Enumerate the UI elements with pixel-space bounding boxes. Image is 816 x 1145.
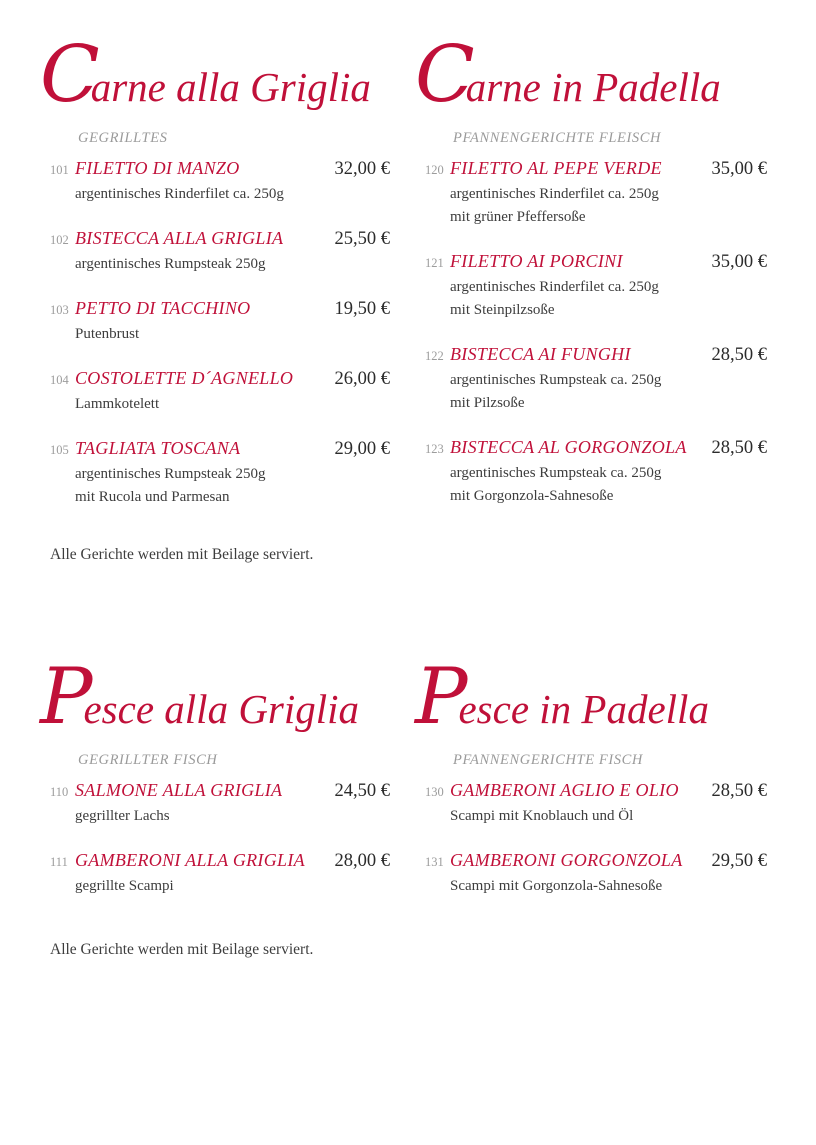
item-description: Scampi mit Knoblauch und Öl — [450, 808, 634, 824]
item-description: Putenbrust — [75, 326, 140, 342]
item-description: argentinisches Rumpsteak ca. 250g — [450, 372, 662, 388]
item-name: BISTECCA AL GORGONZOLA — [450, 437, 687, 457]
item-number: 120 — [425, 163, 444, 177]
item-number: 101 — [50, 163, 69, 177]
item-description: mit Steinpilzsoße — [450, 302, 555, 318]
menu-item — [425, 248, 767, 322]
menu-item-head — [425, 248, 767, 276]
item-description: mit Pilzsoße — [450, 395, 525, 411]
menu-item — [50, 365, 390, 416]
section-header-pesce-in-padella — [415, 652, 709, 769]
menu-item — [425, 341, 767, 415]
menu-item — [50, 435, 390, 509]
item-name: FILETTO AI PORCINI — [450, 251, 623, 271]
item-price: 35,00 € — [711, 159, 767, 179]
menu-item-head — [50, 365, 390, 393]
section-header-carne-alla-griglia — [40, 30, 371, 147]
item-description: Lammkotelett — [75, 396, 160, 412]
menu-item — [50, 295, 390, 346]
item-price: 32,00 € — [334, 159, 390, 179]
item-number: 103 — [50, 303, 69, 317]
item-list-carne-alla-griglia — [50, 155, 390, 528]
serving-note: Alle Gerichte werden mit Beilage serviert. — [50, 941, 314, 958]
menu-item — [425, 155, 767, 229]
menu-item — [50, 155, 390, 206]
item-description: mit grüner Pfeffersoße — [450, 209, 586, 225]
section-title-rest: arne alla Griglia — [90, 64, 371, 110]
section-title — [415, 30, 721, 138]
item-list-pesce-alla-griglia — [50, 777, 390, 917]
item-name: TAGLIATA TOSCANA — [75, 438, 241, 458]
section-header-pesce-alla-griglia — [40, 652, 360, 769]
item-name: PETTO DI TACCHINO — [75, 298, 251, 318]
menu-item-head — [50, 435, 390, 463]
menu-item-head — [50, 155, 390, 183]
menu-item-head — [50, 225, 390, 253]
section-title-initial: P — [415, 652, 466, 742]
item-description: argentinisches Rinderfilet ca. 250g — [75, 186, 284, 202]
serving-note: Alle Gerichte werden mit Beilage serviert. — [50, 546, 314, 563]
item-name: BISTECCA AI FUNGHI — [450, 344, 631, 364]
section-title-rest: arne in Padella — [465, 64, 721, 110]
item-description: Scampi mit Gorgonzola-Sahnesoße — [450, 878, 663, 894]
item-name: SALMONE ALLA GRIGLIA — [75, 780, 283, 800]
item-description: argentinisches Rinderfilet ca. 250g — [450, 279, 659, 295]
item-name: GAMBERONI AGLIO E OLIO — [450, 780, 679, 800]
item-description: argentinisches Rumpsteak 250g — [75, 466, 266, 482]
section-title-initial: P — [40, 652, 91, 742]
item-list-pesce-in-padella — [425, 777, 767, 917]
menu-item — [50, 225, 390, 276]
menu-item — [425, 434, 767, 508]
menu-item-head — [50, 847, 390, 875]
item-number: 104 — [50, 373, 69, 387]
section-title-rest: esce in Padella — [458, 686, 709, 732]
item-number: 102 — [50, 233, 69, 247]
item-number: 110 — [50, 785, 69, 799]
item-number: 131 — [425, 855, 444, 869]
item-price: 26,00 € — [334, 369, 390, 389]
item-price: 25,50 € — [334, 229, 390, 249]
item-description: argentinisches Rinderfilet ca. 250g — [450, 186, 659, 202]
item-price: 19,50 € — [334, 299, 390, 319]
item-description: mit Rucola und Parmesan — [75, 489, 230, 505]
menu-item-head — [50, 295, 390, 323]
item-name: FILETTO AL PEPE VERDE — [450, 158, 662, 178]
section-title-initial: C — [415, 30, 473, 120]
section-title — [40, 30, 371, 138]
item-description: gegrillte Scampi — [75, 878, 174, 894]
menu-item-head — [425, 847, 767, 875]
item-name: BISTECCA ALLA GRIGLIA — [75, 228, 284, 248]
section-title-rest: esce alla Griglia — [83, 686, 360, 732]
item-price: 29,00 € — [334, 439, 390, 459]
section-subtitle: GEGRILLTES — [78, 130, 168, 146]
item-number: 105 — [50, 443, 69, 457]
menu-item-head — [425, 434, 767, 462]
item-price: 28,00 € — [334, 851, 390, 871]
menu-item — [50, 847, 390, 898]
item-description: argentinisches Rumpsteak 250g — [75, 256, 266, 272]
item-name: GAMBERONI ALLA GRIGLIA — [75, 850, 305, 870]
item-name: COSTOLETTE D´AGNELLO — [75, 368, 294, 388]
section-subtitle: PFANNENGERICHTE FLEISCH — [453, 130, 662, 146]
item-number: 130 — [425, 785, 444, 799]
item-name: GAMBERONI GORGONZOLA — [450, 850, 683, 870]
section-title — [415, 652, 709, 760]
item-description: gegrillter Lachs — [75, 808, 170, 824]
item-list-carne-in-padella — [425, 155, 767, 527]
menu-item — [425, 777, 767, 828]
item-name: FILETTO DI MANZO — [75, 158, 240, 178]
menu-item-head — [425, 155, 767, 183]
item-description: argentinisches Rumpsteak ca. 250g — [450, 465, 662, 481]
item-price: 28,50 € — [711, 438, 767, 458]
item-price: 24,50 € — [334, 781, 390, 801]
item-price: 28,50 € — [711, 781, 767, 801]
item-number: 122 — [425, 349, 444, 363]
item-price: 29,50 € — [711, 851, 767, 871]
section-header-carne-in-padella — [415, 30, 721, 147]
menu-item — [50, 777, 390, 828]
menu-item — [425, 847, 767, 898]
item-number: 123 — [425, 442, 444, 456]
section-subtitle: PFANNENGERICHTE FISCH — [453, 752, 643, 768]
item-description: mit Gorgonzola-Sahnesoße — [450, 488, 614, 504]
section-title — [40, 652, 360, 760]
menu-item-head — [425, 341, 767, 369]
section-subtitle: GEGRILLTER FISCH — [78, 752, 218, 768]
item-number: 111 — [50, 855, 68, 869]
menu-item-head — [50, 777, 390, 805]
menu-item-head — [425, 777, 767, 805]
item-price: 28,50 € — [711, 345, 767, 365]
item-number: 121 — [425, 256, 444, 270]
section-title-initial: C — [40, 30, 98, 120]
item-price: 35,00 € — [711, 252, 767, 272]
